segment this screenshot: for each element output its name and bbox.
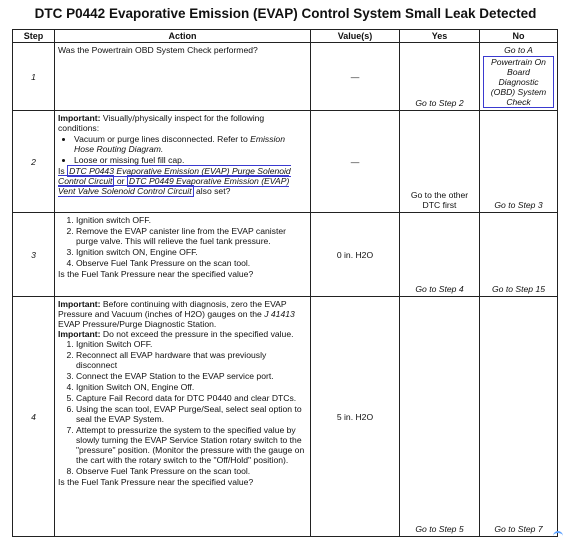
yes-cell[interactable]: Go to Step 5 <box>400 297 480 537</box>
dtc-p0443-link[interactable]: DTC P0443 Evaporative Emission (EVAP) Purge Solenoid Control Circuit <box>58 166 291 186</box>
page-title: DTC P0442 Evaporative Emission (EVAP) Control System Small Leak Detected <box>34 6 537 21</box>
bullet-list <box>58 134 307 165</box>
list-item: 8. Observe Fuel Tank Pressure on the scan tool. <box>76 466 307 476</box>
header-yes: Yes <box>400 30 480 43</box>
list-item: 1. Ignition switch OFF. <box>76 215 307 225</box>
action-cell <box>55 297 311 537</box>
action-question: Is the Fuel Tank Pressure near the specified value? <box>58 477 254 487</box>
dtc-p0449-link[interactable]: DTC P0449 Evaporative Emission (EVAP) Vent Valve Solenoid Control Circuit <box>58 176 290 196</box>
table-row <box>13 213 558 297</box>
table-row <box>13 111 558 213</box>
action-cell <box>55 43 311 111</box>
important-text: Before continuing with diagnosis, zero the EVAP Pressure and Vacuum (inches of H2O) gauges on the <box>58 299 287 319</box>
list-item <box>74 134 307 154</box>
obd-system-check-link[interactable]: Powertrain On Board Diagnostic (OBD) System Check <box>483 56 554 108</box>
action-question: Was the Powertrain OBD System Check performed? <box>58 45 258 55</box>
value-cell: 5 in. H2O <box>311 297 400 537</box>
hose-routing-link[interactable]: Emission Hose Routing Diagram. <box>74 134 285 154</box>
numbered-list <box>58 339 307 476</box>
action-question <box>58 166 307 196</box>
list-item: 4. Ignition Switch ON, Engine Off. <box>76 382 307 392</box>
corner-mark <box>553 531 563 537</box>
table-header-row <box>13 30 558 43</box>
list-item: • Loose or missing fuel fill cap. <box>74 155 307 165</box>
diagnostic-table <box>12 29 558 537</box>
table-row <box>13 297 558 537</box>
yes-cell[interactable]: Go to Step 2 <box>400 43 480 111</box>
no-prefix: Go to A <box>504 45 533 55</box>
step-number: 2 <box>13 111 55 213</box>
yes-cell[interactable]: Go to the other DTC first <box>400 111 480 213</box>
step-number: 3 <box>13 213 55 297</box>
important-text: Visually/physically inspect for the following conditions: <box>58 113 265 133</box>
list-item: 3. Ignition switch ON, Engine OFF. <box>76 247 307 257</box>
action-cell <box>55 111 311 213</box>
no-cell[interactable]: Go to Step 3 <box>480 111 558 213</box>
no-cell <box>480 43 558 111</box>
value-cell: — <box>311 43 400 111</box>
list-item: 5. Capture Fail Record data for DTC P0440 and clear DTCs. <box>76 393 307 403</box>
important-label: Important: <box>58 113 101 123</box>
no-cell[interactable]: Go to Step 15 <box>480 213 558 297</box>
important-note <box>58 329 307 339</box>
important-note <box>58 113 307 133</box>
list-item: 1. Ignition Switch OFF. <box>76 339 307 349</box>
list-item: 2. Remove the EVAP canister line from the EVAP canister purge valve. This will relieve the fuel tank pressure. <box>76 226 307 246</box>
value-cell: 0 in. H2O <box>311 213 400 297</box>
tail-text: also set? <box>195 186 231 196</box>
is-text: Is <box>58 166 65 176</box>
or-text: or <box>116 176 125 186</box>
list-item: 3. Connect the EVAP Station to the EVAP service port. <box>76 371 307 381</box>
no-cell[interactable]: Go to Step 7 <box>480 297 558 537</box>
important-label: Important: <box>58 299 101 309</box>
action-question: Is the Fuel Tank Pressure near the specified value? <box>58 269 254 279</box>
important-text-end: EVAP Pressure/Purge Diagnostic Station. <box>58 319 217 329</box>
list-item: 2. Reconnect all EVAP hardware that was previously disconnect <box>76 350 307 370</box>
list-item: 7. Attempt to pressurize the system to the specified value by slowly turning the EVAP Service Station rotary switch to the "pressure" position. (Monitor the pressure with the gauge on the cart with the rotary switch to the "Off/Hold" position). <box>76 425 307 465</box>
table-row <box>13 43 558 111</box>
step-number: 4 <box>13 297 55 537</box>
list-item: 6. Using the scan tool, EVAP Purge/Seal, select seal option to seal the EVAP System. <box>76 404 307 424</box>
tool-number: J 41413 <box>264 309 295 319</box>
action-cell <box>55 213 311 297</box>
important-note <box>58 299 307 329</box>
step-number: 1 <box>13 43 55 111</box>
bullet-text: Vacuum or purge lines disconnected. Refer to <box>74 134 248 144</box>
header-values: Value(s) <box>311 30 400 43</box>
header-step: Step <box>13 30 55 43</box>
yes-cell[interactable]: Go to Step 4 <box>400 213 480 297</box>
value-cell: — <box>311 111 400 213</box>
header-no: No <box>480 30 558 43</box>
important-label: Important: <box>58 329 101 339</box>
important-text: Do not exceed the pressure in the specified value. <box>100 329 294 339</box>
numbered-list <box>58 215 307 268</box>
list-item: 4. Observe Fuel Tank Pressure on the scan tool. <box>76 258 307 268</box>
header-action: Action <box>55 30 311 43</box>
